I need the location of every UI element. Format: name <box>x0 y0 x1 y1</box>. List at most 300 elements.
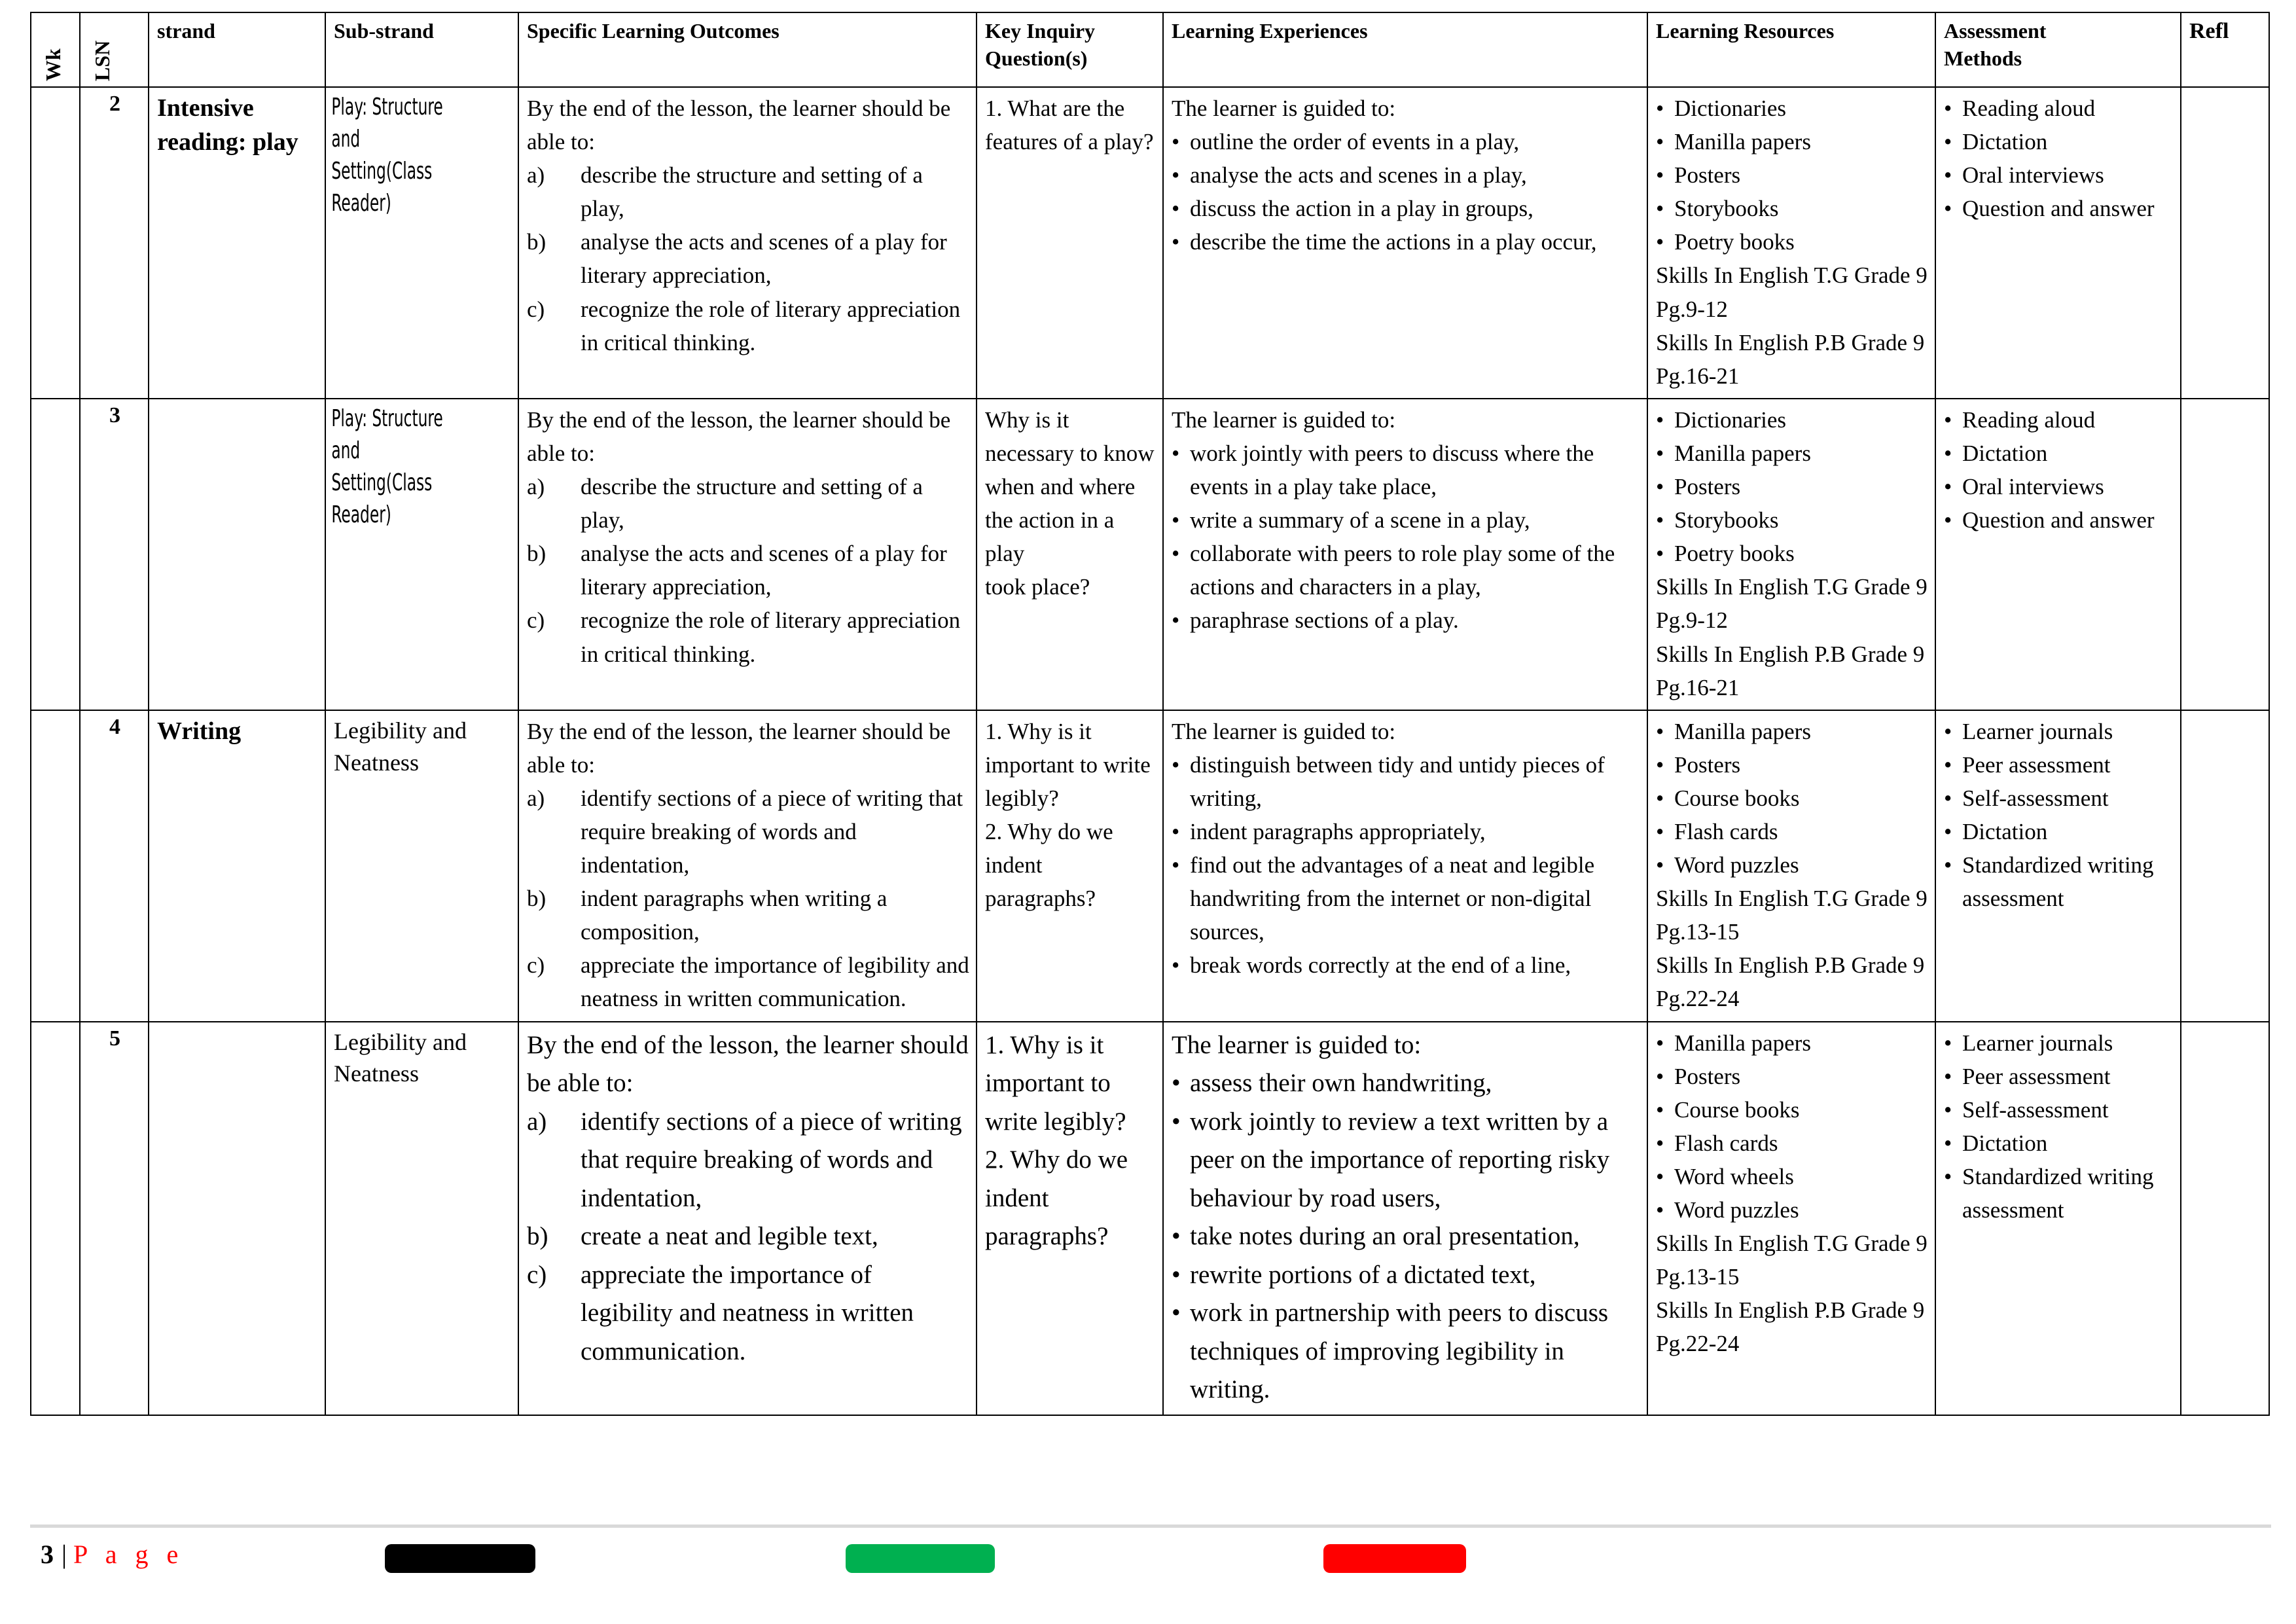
slo-item-text: create a neat and legible text, <box>581 1222 878 1251</box>
assessment-method-item <box>1944 92 2174 125</box>
slo-item-text: indent paragraphs when writing a composition, <box>581 886 888 945</box>
bullet-icon: • <box>1944 440 1952 466</box>
learning-resource-text: Word puzzles <box>1674 852 1799 878</box>
learning-resource-item <box>1656 537 1928 570</box>
learning-experience-text: work in partnership with peers to discuss techniques of improving legibility in writing. <box>1190 1299 1609 1404</box>
assessment-method-item <box>1944 1060 2174 1093</box>
slo-item-marker: c) <box>527 1260 547 1289</box>
slo-item-text: analyse the acts and scenes of a play for literary appreciation, <box>581 541 947 600</box>
bullet-icon: • <box>1944 785 1952 811</box>
substrand-text: Play: Structure and Setting(Class Reader) <box>331 405 443 528</box>
green-bar <box>846 1544 995 1573</box>
learning-experience-item <box>1172 125 1640 158</box>
assessment-method-text: Oral interviews <box>1962 474 2104 500</box>
le-lead: The learner is guided to: <box>1172 718 1396 744</box>
learning-resource-text: Dictionaries <box>1674 406 1787 433</box>
learning-resource-item <box>1656 470 1928 503</box>
learning-experience-item <box>1172 225 1640 259</box>
red-bar <box>1323 1544 1466 1573</box>
page-number-separator: | <box>62 1540 67 1569</box>
bullet-icon: • <box>1656 751 1664 778</box>
cell-learning-experiences <box>1163 399 1647 710</box>
learning-resource-reference: Skills In English T.G Grade 9 Pg.13-15 <box>1656 886 1928 945</box>
header-substrand: Sub-strand <box>325 12 518 87</box>
bullet-icon: • <box>1172 1222 1181 1251</box>
bullet-icon: • <box>1172 1299 1181 1327</box>
learning-resource-text: Storybooks <box>1674 196 1779 222</box>
learning-experience-text: find out the advantages of a neat and legible handwriting from the internet or non-digital sources, <box>1190 852 1595 945</box>
learning-experience-text: write a summary of a scene in a play, <box>1190 507 1530 533</box>
learning-resource-item <box>1656 225 1928 259</box>
assessment-method-text: Dictation <box>1962 1130 2048 1156</box>
learning-resource-reference: Skills In English T.G Grade 9 Pg.13-15 <box>1656 1231 1928 1290</box>
bullet-icon: • <box>1944 129 1952 155</box>
cell-key-inquiry-questions <box>977 399 1163 710</box>
assessment-method-item <box>1944 815 2174 848</box>
learning-experience-item <box>1172 948 1640 982</box>
cell-specific-learning-outcomes <box>518 1022 977 1415</box>
learning-resource-text: Dictionaries <box>1674 96 1787 121</box>
slo-item-text: recognize the role of literary appreciation in critical thinking. <box>581 296 961 355</box>
cell-specific-learning-outcomes <box>518 87 977 399</box>
cell-key-inquiry-questions <box>977 87 1163 399</box>
slo-item-marker: b) <box>527 229 547 255</box>
bullet-icon: • <box>1656 229 1664 255</box>
assessment-method-text: Reading aloud <box>1962 96 2096 121</box>
learning-resource-item <box>1656 1127 1928 1160</box>
bullet-icon: • <box>1656 129 1664 155</box>
slo-item-text: appreciate the importance of legibility and neatness in written communication. <box>581 952 969 1012</box>
cell-assessment-methods <box>1935 87 2181 399</box>
header-kiq-line2: Question(s) <box>985 46 1088 71</box>
assessment-method-list <box>1944 1026 2174 1227</box>
slo-item-text: identify sections of a piece of writing that require breaking of words and indentation, <box>581 785 963 878</box>
substrand-text: Play: Structure and Setting(Class Reader) <box>331 94 443 217</box>
learning-resource-text: Course books <box>1674 785 1800 811</box>
bullet-icon: • <box>1656 96 1664 121</box>
bullet-icon: • <box>1656 1130 1664 1156</box>
header-refl: Refl <box>2181 12 2269 87</box>
bullet-icon: • <box>1656 1163 1664 1189</box>
table-header-row <box>31 12 2269 87</box>
slo-list <box>527 782 969 1016</box>
cell-assessment-methods <box>1935 710 2181 1022</box>
learning-resource-item <box>1656 748 1928 782</box>
assessment-method-item <box>1944 470 2174 503</box>
learning-resource-text: Storybooks <box>1674 507 1779 533</box>
learning-experience-text: assess their own handwriting, <box>1190 1069 1492 1098</box>
table-row <box>31 399 2269 710</box>
bullet-icon: • <box>1944 162 1952 189</box>
learning-experience-item <box>1172 437 1640 503</box>
assessment-method-text: Learner journals <box>1962 1030 2113 1056</box>
key-inquiry-question: Why is it necessary to know when and where the action in a play <box>985 406 1155 567</box>
bullet-icon: • <box>1944 96 1952 121</box>
cell-learning-experiences <box>1163 1022 1647 1415</box>
learning-experience-list <box>1172 1064 1640 1409</box>
key-inquiry-question: 1. What are the features of a play? <box>985 96 1154 155</box>
bullet-icon: • <box>1656 474 1664 500</box>
cell-lesson-number: 4 <box>80 710 149 1022</box>
substrand-text: Legibility and Neatness <box>334 717 467 776</box>
slo-lead: By the end of the lesson, the learner should be able to: <box>527 1030 969 1098</box>
bullet-icon: • <box>1656 818 1664 844</box>
assessment-method-text: Learner journals <box>1962 718 2113 744</box>
key-inquiry-question: 1. Why is it important to write legibly? <box>985 1030 1126 1136</box>
slo-item-marker: b) <box>527 541 547 567</box>
assessment-method-list <box>1944 715 2174 916</box>
bullet-icon: • <box>1172 196 1180 222</box>
bullet-icon: • <box>1944 818 1952 844</box>
learning-resource-text: Manilla papers <box>1674 440 1811 466</box>
table-row <box>31 87 2269 399</box>
learning-resource-item <box>1656 158 1928 192</box>
learning-resource-text: Word wheels <box>1674 1163 1794 1189</box>
cell-learning-resources <box>1647 1022 1935 1415</box>
cell-learning-resources <box>1647 87 1935 399</box>
bullet-icon: • <box>1656 507 1664 533</box>
learning-experience-text: work jointly to review a text written by a peer on the importance of reporting risky behaviour by road users, <box>1190 1107 1610 1212</box>
cell-specific-learning-outcomes <box>518 710 977 1022</box>
learning-resource-reference: Skills In English P.B Grade 9 Pg.16-21 <box>1656 641 1925 700</box>
key-inquiry-question: took place? <box>985 574 1090 600</box>
assessment-method-text: Question and answer <box>1962 507 2155 533</box>
slo-lead: By the end of the lesson, the learner should be able to: <box>527 718 951 778</box>
slo-item-text: recognize the role of literary appreciation in critical thinking. <box>581 607 961 667</box>
bullet-icon: • <box>1656 162 1664 189</box>
assessment-method-text: Reading aloud <box>1962 406 2096 433</box>
slo-item-marker: c) <box>527 296 545 322</box>
page-number-label <box>41 1539 184 1570</box>
learning-resource-text: Course books <box>1674 1096 1800 1123</box>
slo-item <box>527 782 969 882</box>
learning-resource-text: Poetry books <box>1674 229 1795 255</box>
bullet-icon: • <box>1944 751 1952 778</box>
slo-item <box>527 537 969 604</box>
learning-resource-item <box>1656 192 1928 225</box>
table-row <box>31 710 2269 1022</box>
assessment-method-text: Standardized writing assessment <box>1962 852 2154 912</box>
header-am-line2: Methods <box>1944 46 2022 71</box>
bullet-icon: • <box>1656 718 1664 744</box>
assessment-method-item <box>1944 503 2174 537</box>
cell-substrand <box>325 710 518 1022</box>
bullet-icon: • <box>1944 474 1952 500</box>
assessment-method-text: Self-assessment <box>1962 1096 2109 1123</box>
assessment-method-item <box>1944 192 2174 225</box>
cell-lesson-number: 5 <box>80 1022 149 1415</box>
cell-week <box>31 1022 80 1415</box>
key-inquiry-question: 2. Why do we indent paragraphs? <box>985 818 1113 912</box>
footer-divider <box>30 1525 2271 1528</box>
learning-resource-text: Posters <box>1674 474 1741 500</box>
table-body <box>31 87 2269 1415</box>
slo-item-marker: a) <box>527 162 545 189</box>
learning-experience-item <box>1172 1064 1640 1103</box>
learning-experience-item <box>1172 1294 1640 1409</box>
assessment-method-list <box>1944 403 2174 537</box>
cell-reflection <box>2181 710 2269 1022</box>
cell-strand: Intensive reading: play <box>149 87 325 399</box>
cell-substrand <box>325 399 464 710</box>
assessment-method-item <box>1944 437 2174 470</box>
cell-strand <box>149 1022 325 1415</box>
learning-resource-item <box>1656 1026 1928 1060</box>
bullet-icon: • <box>1656 1030 1664 1056</box>
learning-experience-text: collaborate with peers to role play some of the actions and characters in a play, <box>1190 541 1615 600</box>
learning-experience-item <box>1172 848 1640 948</box>
learning-resource-item <box>1656 403 1928 437</box>
slo-item-text: analyse the acts and scenes of a play for literary appreciation, <box>581 229 947 289</box>
cell-reflection <box>2181 87 2269 399</box>
learning-resource-text: Manilla papers <box>1674 1030 1811 1056</box>
bullet-icon: • <box>1172 541 1180 567</box>
learning-resource-list <box>1656 92 1928 259</box>
bullet-icon: • <box>1944 1130 1952 1156</box>
learning-experience-text: break words correctly at the end of a line, <box>1190 952 1571 979</box>
slo-item <box>527 1218 969 1256</box>
learning-experience-text: work jointly with peers to discuss where the events in a play take place, <box>1190 440 1594 500</box>
learning-resource-item <box>1656 503 1928 537</box>
header-kiq-line1: Key Inquiry <box>985 19 1096 43</box>
cell-key-inquiry-questions <box>977 1022 1163 1415</box>
slo-list <box>527 158 969 359</box>
learning-experience-text: take notes during an oral presentation, <box>1190 1222 1580 1251</box>
learning-resource-text: Poetry books <box>1674 541 1795 567</box>
assessment-method-text: Oral interviews <box>1962 162 2104 189</box>
assessment-method-item <box>1944 748 2174 782</box>
learning-resource-text: Posters <box>1674 751 1741 778</box>
learning-experience-item <box>1172 1103 1640 1218</box>
learning-experience-list <box>1172 125 1640 259</box>
cell-learning-resources <box>1647 710 1935 1022</box>
assessment-method-item <box>1944 158 2174 192</box>
learning-resource-text: Manilla papers <box>1674 718 1811 744</box>
slo-list <box>527 1103 969 1371</box>
header-am-line1: Assessment <box>1944 19 2047 43</box>
bullet-icon: • <box>1172 162 1180 189</box>
black-bar <box>385 1544 535 1573</box>
bullet-icon: • <box>1172 229 1180 255</box>
learning-resource-reference: Skills In English P.B Grade 9 Pg.22-24 <box>1656 1297 1925 1357</box>
learning-resource-list <box>1656 715 1928 882</box>
page-number: 3 <box>41 1540 54 1569</box>
slo-item <box>527 225 969 292</box>
cell-week <box>31 399 80 710</box>
slo-item-marker: c) <box>527 607 545 634</box>
bullet-icon: • <box>1172 1069 1181 1098</box>
bullet-icon: • <box>1172 1260 1181 1289</box>
learning-experience-text: indent paragraphs appropriately, <box>1190 818 1486 844</box>
assessment-method-text: Peer assessment <box>1962 1063 2111 1089</box>
learning-experience-item <box>1172 604 1640 637</box>
learning-experience-item <box>1172 503 1640 537</box>
cell-learning-experiences <box>1163 710 1647 1022</box>
cell-reflection <box>2181 399 2269 710</box>
learning-resource-item <box>1656 715 1928 748</box>
table-row <box>31 1022 2269 1415</box>
cell-assessment-methods <box>1935 1022 2181 1415</box>
learning-experience-list <box>1172 748 1640 983</box>
bullet-icon: • <box>1656 852 1664 878</box>
bullet-icon: • <box>1172 507 1180 533</box>
page-word: P a g e <box>73 1540 185 1569</box>
learning-resource-item <box>1656 125 1928 158</box>
assessment-method-item <box>1944 1160 2174 1227</box>
cell-lesson-number: 2 <box>80 87 149 399</box>
substrand-text: Legibility and Neatness <box>334 1028 467 1087</box>
learning-resource-text: Flash cards <box>1674 818 1778 844</box>
assessment-method-list <box>1944 92 2174 225</box>
learning-resource-list <box>1656 403 1928 570</box>
slo-item-marker: a) <box>527 785 545 811</box>
slo-item-marker: c) <box>527 952 545 979</box>
learning-resource-text: Posters <box>1674 162 1741 189</box>
bullet-icon: • <box>1656 1063 1664 1089</box>
bullet-icon: • <box>1656 785 1664 811</box>
slo-list <box>527 470 969 671</box>
bullet-icon: • <box>1172 751 1180 778</box>
learning-experience-item <box>1172 748 1640 815</box>
key-inquiry-question: 1. Why is it important to write legibly? <box>985 718 1151 811</box>
learning-resource-list <box>1656 1026 1928 1227</box>
assessment-method-text: Dictation <box>1962 818 2048 844</box>
cell-week <box>31 87 80 399</box>
learning-resource-item <box>1656 437 1928 470</box>
learning-experience-text: analyse the acts and scenes in a play, <box>1190 162 1527 189</box>
learning-resource-reference: Skills In English T.G Grade 9 Pg.9-12 <box>1656 574 1928 634</box>
learning-resource-item <box>1656 1160 1928 1193</box>
key-inquiry-question: 2. Why do we indent paragraphs? <box>985 1146 1128 1251</box>
learning-experience-text: discuss the action in a play in groups, <box>1190 196 1534 222</box>
slo-lead: By the end of the lesson, the learner should be able to: <box>527 96 951 155</box>
header-learning-resources: Learning Resources <box>1647 12 1935 87</box>
bullet-icon: • <box>1944 507 1952 533</box>
learning-experience-item <box>1172 158 1640 192</box>
slo-item-marker: b) <box>527 886 547 912</box>
header-key-inquiry-questions <box>977 12 1163 87</box>
bullet-icon: • <box>1944 1096 1952 1123</box>
learning-experience-text: paraphrase sections of a play. <box>1190 607 1459 634</box>
bullet-icon: • <box>1172 852 1180 878</box>
header-lsn <box>80 12 149 87</box>
bullet-icon: • <box>1944 1063 1952 1089</box>
slo-item <box>527 1256 969 1371</box>
slo-item-marker: a) <box>527 1107 547 1136</box>
cell-week <box>31 710 80 1022</box>
header-learning-experiences: Learning Experiences <box>1163 12 1647 87</box>
le-lead: The learner is guided to: <box>1172 406 1396 433</box>
learning-resource-item <box>1656 782 1928 815</box>
slo-item <box>527 948 969 1015</box>
bullet-icon: • <box>1944 406 1952 433</box>
bullet-icon: • <box>1656 1197 1664 1223</box>
bullet-icon: • <box>1944 196 1952 222</box>
learning-resource-item <box>1656 815 1928 848</box>
learning-resource-reference: Skills In English T.G Grade 9 Pg.9-12 <box>1656 262 1928 322</box>
assessment-method-item <box>1944 403 2174 437</box>
assessment-method-item <box>1944 1093 2174 1127</box>
slo-item-marker: b) <box>527 1222 548 1251</box>
cell-substrand <box>325 87 464 399</box>
learning-experience-text: describe the time the actions in a play occur, <box>1190 229 1597 255</box>
bullet-icon: • <box>1944 718 1952 744</box>
cell-lesson-number: 3 <box>80 399 149 710</box>
assessment-method-item <box>1944 715 2174 748</box>
assessment-method-item <box>1944 1127 2174 1160</box>
assessment-method-text: Question and answer <box>1962 196 2155 222</box>
slo-item-text: appreciate the importance of legibility and neatness in written communication. <box>581 1260 914 1365</box>
cell-strand <box>149 399 325 710</box>
learning-resource-text: Posters <box>1674 1063 1741 1089</box>
slo-item <box>527 882 969 948</box>
cell-assessment-methods <box>1935 399 2181 710</box>
slo-item-text: describe the structure and setting of a play, <box>581 474 923 533</box>
bullet-icon: • <box>1944 1163 1952 1189</box>
cell-learning-resources <box>1647 399 1935 710</box>
slo-item <box>527 1103 969 1218</box>
cell-strand: Writing <box>149 710 325 1022</box>
cell-learning-experiences <box>1163 87 1647 399</box>
learning-experience-text: outline the order of events in a play, <box>1190 129 1520 155</box>
learning-resource-item <box>1656 92 1928 125</box>
header-wk-label: Wk <box>41 48 65 81</box>
slo-lead: By the end of the lesson, the learner should be able to: <box>527 406 951 466</box>
learning-resource-item <box>1656 1093 1928 1127</box>
learning-resource-text: Manilla papers <box>1674 129 1811 155</box>
learning-experience-item <box>1172 537 1640 604</box>
assessment-method-text: Standardized writing assessment <box>1962 1163 2154 1223</box>
cell-reflection <box>2181 1022 2269 1415</box>
cell-key-inquiry-questions <box>977 710 1163 1022</box>
learning-resource-reference: Skills In English P.B Grade 9 Pg.22-24 <box>1656 952 1925 1012</box>
header-assessment-methods <box>1935 12 2181 87</box>
page-footer <box>0 1525 2296 1624</box>
assessment-method-item <box>1944 848 2174 915</box>
assessment-method-text: Peer assessment <box>1962 751 2111 778</box>
header-strand: strand <box>149 12 325 87</box>
bullet-icon: • <box>1172 607 1180 634</box>
slo-item <box>527 158 969 225</box>
slo-item-marker: a) <box>527 474 545 500</box>
cell-substrand <box>325 1022 518 1415</box>
slo-item <box>527 470 969 537</box>
slo-item <box>527 604 969 670</box>
header-lsn-label: LSN <box>90 40 114 81</box>
learning-resource-reference: Skills In English P.B Grade 9 Pg.16-21 <box>1656 329 1925 389</box>
assessment-method-text: Self-assessment <box>1962 785 2109 811</box>
learning-experience-item <box>1172 192 1640 225</box>
slo-item <box>527 293 969 359</box>
scheme-of-work-table <box>30 12 2270 1416</box>
header-wk <box>31 12 80 87</box>
learning-experience-list <box>1172 437 1640 638</box>
bullet-icon: • <box>1172 952 1180 979</box>
header-specific-learning-outcomes: Specific Learning Outcomes <box>518 12 977 87</box>
bullet-icon: • <box>1656 1096 1664 1123</box>
learning-resource-item <box>1656 1193 1928 1227</box>
assessment-method-text: Dictation <box>1962 440 2048 466</box>
bullet-icon: • <box>1656 406 1664 433</box>
bullet-icon: • <box>1656 541 1664 567</box>
learning-resource-item <box>1656 848 1928 882</box>
learning-resource-text: Word puzzles <box>1674 1197 1799 1223</box>
slo-item-text: identify sections of a piece of writing that require breaking of words and indentation, <box>581 1107 962 1212</box>
bullet-icon: • <box>1172 1107 1181 1136</box>
learning-experience-item <box>1172 1256 1640 1295</box>
assessment-method-item <box>1944 125 2174 158</box>
le-lead: The learner is guided to: <box>1172 1030 1422 1059</box>
